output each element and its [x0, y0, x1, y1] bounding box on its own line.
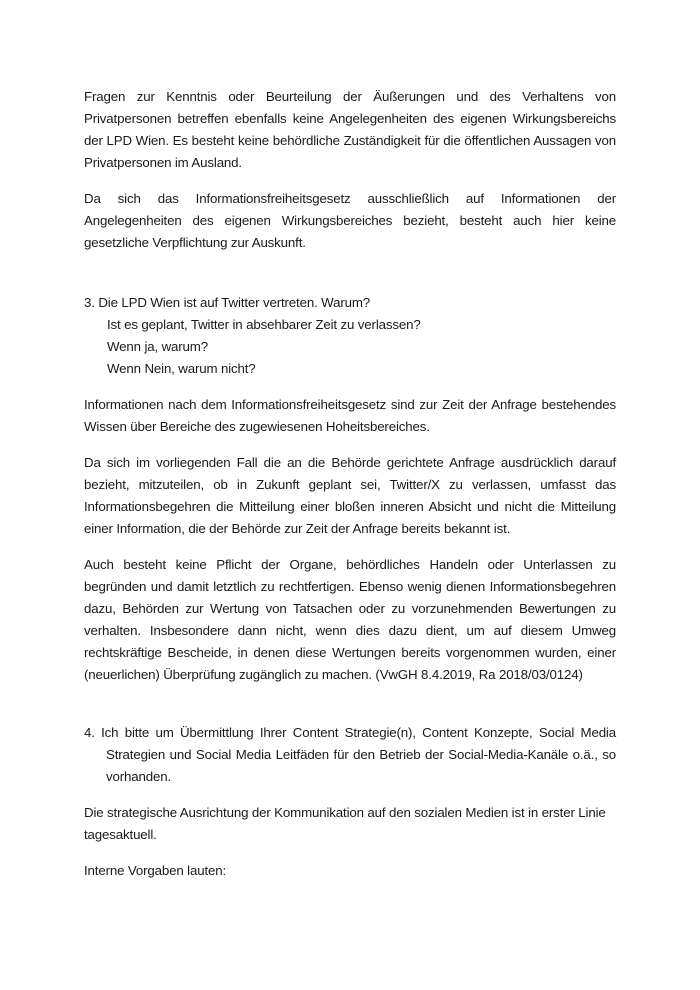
paragraph-privatpersonen: Fragen zur Kenntnis oder Beurteilung der Äußerungen und des Verhaltens von Privatpersonen betreffen ebenfalls keine Angelegenheiten des eigenen Wirkungsbereichs der LPD Wien. Es besteht keine behördliche Zuständigkeit für die öffentlichen Aussagen von Privatpersonen im Ausland.	[84, 89, 616, 170]
paragraph-strategische-ausrichtung: Die strategische Ausrichtung der Kommunikation auf den sozialen Medien ist in erster Linie tagesaktuell.	[84, 805, 606, 842]
paragraph-innere-absicht: Da sich im vorliegenden Fall die an die Behörde gerichtete Anfrage ausdrücklich darauf bezieht, mitzuteilen, ob in Zukunft geplant sei, Twitter/X zu verlassen, umfasst das Informationsbegehren die Mitteilung einer bloßen inneren Absicht und nicht die Mitteilung einer Information, die der Behörde zur Zeit der Anfrage bereits bekannt ist.	[84, 455, 616, 536]
document-page	[84, 86, 616, 882]
question-3	[84, 292, 616, 380]
question-3-subline: Wenn Nein, warum nicht?	[107, 361, 256, 376]
paragraph-keine-pflicht: Auch besteht keine Pflicht der Organe, behördliches Handeln oder Unterlassen zu begründen und damit letztlich zu rechtfertigen. Ebenso wenig dienen Informationsbegehren dazu, Behörden zur Wertung von Tatsachen oder zu vorzunehmenden Bewertungen zu verhalten. Insbesondere dann nicht, wenn dies dazu dient, um auf diesem Umweg rechtskräftige Bescheide, in denen diese Wertungen bereits vorgenommen wurden, einer (neuerlichen) Überprüfung zugänglich zu machen. (VwGH 8.4.2019, Ra 2018/03/0124)	[84, 557, 616, 682]
question-4: 4. Ich bitte um Übermittlung Ihrer Content Strategie(n), Content Konzepte, Social Media Strategien und Social Media Leitfäden für den Betrieb der Social-Media-Kanäle o.ä., so vorhanden.	[84, 725, 616, 784]
paragraph-bestehendes-wissen: Informationen nach dem Informationsfreiheitsgesetz sind zur Zeit der Anfrage bestehendes Wissen über Bereiche des zugewiesenen Hoheitsbereiches.	[84, 397, 616, 434]
question-3-heading: 3. Die LPD Wien ist auf Twitter vertreten. Warum?	[84, 295, 371, 310]
paragraph-interne-vorgaben: Interne Vorgaben lauten:	[84, 863, 227, 878]
question-3-subline: Wenn ja, warum?	[107, 339, 208, 354]
paragraph-informationsfreiheitsgesetz: Da sich das Informationsfreiheitsgesetz ausschließlich auf Informationen der Angelegenheiten des eigenen Wirkungsbereiches bezieht, besteht auch hier keine gesetzliche Verpflichtung zur Auskunft.	[84, 191, 616, 250]
question-3-subline: Ist es geplant, Twitter in absehbarer Zeit zu verlassen?	[107, 317, 421, 332]
